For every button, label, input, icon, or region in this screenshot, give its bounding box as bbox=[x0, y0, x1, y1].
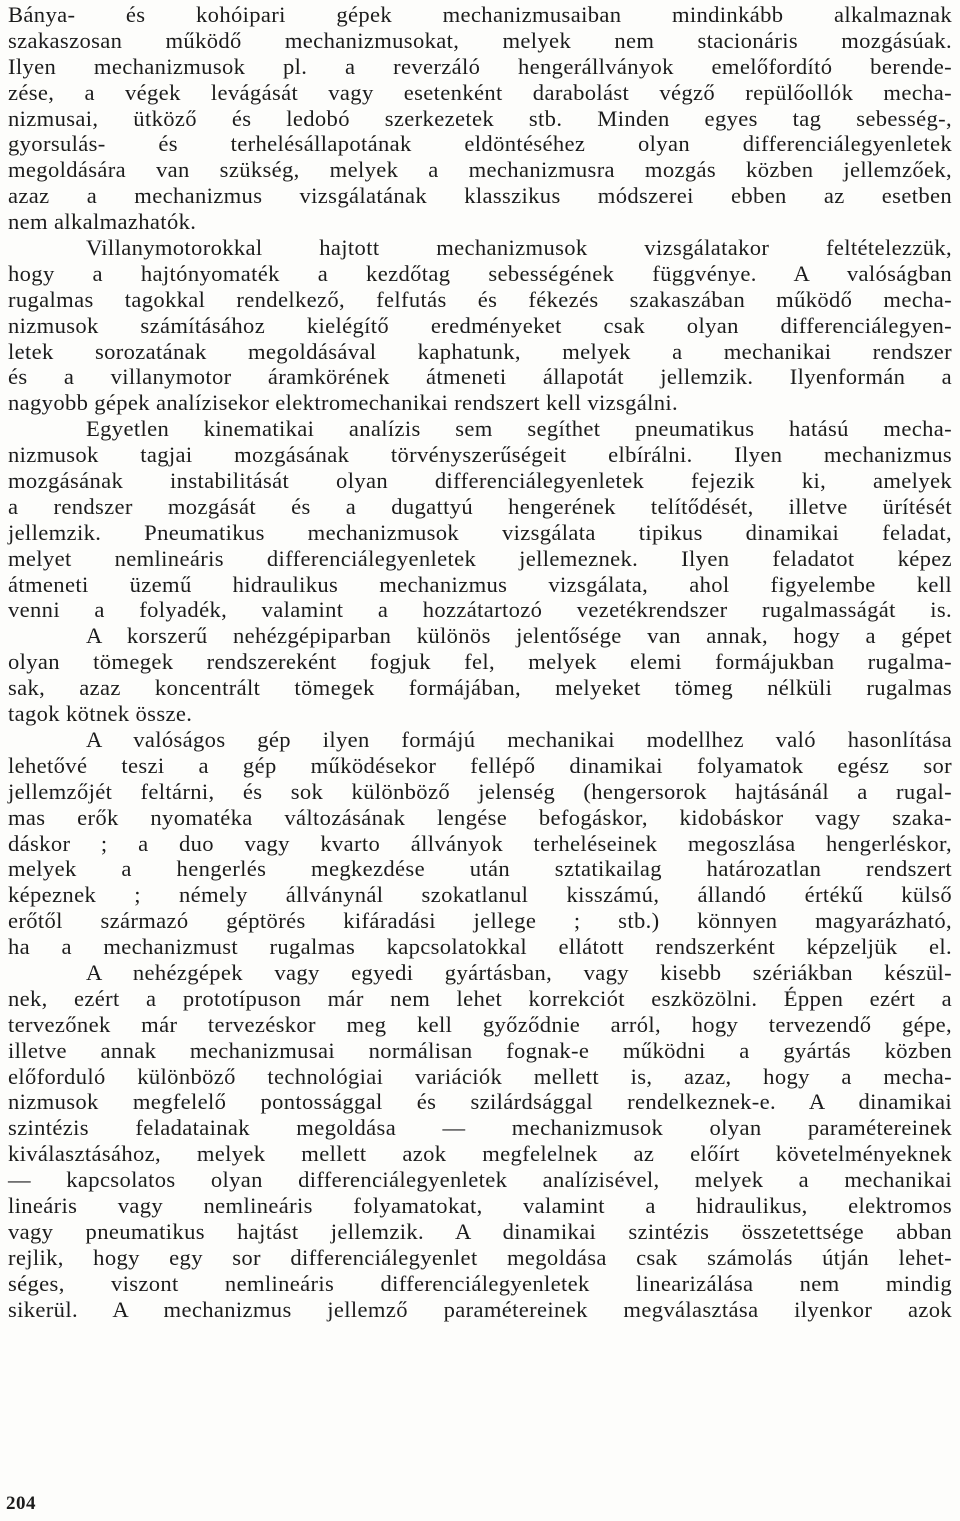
paragraph-4 bbox=[8, 623, 952, 727]
paragraph-5 bbox=[8, 727, 952, 960]
text-line: mas erők nyomatéka változásának lengése befogáskor, kidobáskor vagy szaka- bbox=[8, 804, 952, 830]
text-line: képeznek ; némely állványnál szokatlanul kisszámú, állandó értékű külső bbox=[8, 882, 952, 908]
text-line: lehetővé teszi a gép működésekor fellépő dinamikai folyamatok egész sor bbox=[8, 752, 952, 778]
text-line: séges, viszont nemlineáris differenciálegyenletek linearizálása nem mindig bbox=[8, 1270, 952, 1296]
text-line: és a villanymotor áramkörének átmeneti állapotát jellemzik. Ilyenformán a bbox=[8, 364, 952, 390]
text-line: melyek a hengerlés megkezdése után sztatikailag határozatlan rendszert bbox=[8, 856, 952, 882]
text-line: nizmusok tagjai mozgásának törvényszerűségeit elbírálni. Ilyen mechanizmus bbox=[8, 442, 952, 468]
text-line: letek sorozatának megoldásával kaphatunk, melyek a mechanikai rendszer bbox=[8, 338, 952, 364]
text-line: átmeneti üzemű hidraulikus mechanizmus vizsgálata, ahol figyelembe kell bbox=[8, 571, 952, 597]
text-line: sikerül. A mechanizmus jellemző paramétereinek megválasztása ilyenkor azok bbox=[8, 1296, 952, 1322]
text-line: nizmusai, ütköző és ledobó szerkezetek stb. Minden egyes tag sebesség-, bbox=[8, 105, 952, 131]
text-line: nizmusok megfelelő pontossággal és szilárdsággal rendelkeznek-e. A dinamikai bbox=[8, 1089, 952, 1115]
text-line: a rendszer mozgását és a dugattyú hengerének telítődését, illetve ürítését bbox=[8, 493, 952, 519]
text-line: Ilyen mechanizmusok pl. a reverzáló hengerállványok emelőfordító berende- bbox=[8, 53, 952, 79]
text-line: illetve annak mechanizmusai normálisan fognak-e működni a gyártás közben bbox=[8, 1037, 952, 1063]
text-line: nizmusok számításához kielégítő eredményeket csak olyan differenciálegyen- bbox=[8, 312, 952, 338]
text-line: venni a folyadék, valamint a hozzátartozó vezetékrendszer rugalmasságát is. bbox=[8, 597, 952, 623]
text-line: ha a mechanizmust rugalmas kapcsolatokkal ellátott rendszerként képzeljük el. bbox=[8, 934, 952, 960]
text-line: nek, ezért a prototípuson már nem lehet korrekciót eszközölni. Éppen ezért a bbox=[8, 985, 952, 1011]
text-line: hogy a hajtónyomaték a kezdőtag sebességének függvénye. A valóságban bbox=[8, 260, 952, 286]
text-line: lineáris vagy nemlineáris folyamatokat, valamint a hidraulikus, elektromos bbox=[8, 1192, 952, 1218]
paragraph-2 bbox=[8, 235, 952, 416]
text-line: Bánya- és kohóipari gépek mechanizmusaiban mindinkább alkalmaznak bbox=[8, 2, 952, 27]
text-line: szakaszosan működő mechanizmusokat, melyek nem stacionáris mozgásúak. bbox=[8, 27, 952, 53]
text-line: azaz a mechanizmus vizsgálatának klasszikus módszerei ebben az esetben bbox=[8, 183, 952, 209]
paragraph-6 bbox=[8, 960, 952, 1322]
text-line: — kapcsolatos olyan differenciálegyenletek analízisével, melyek a mechanikai bbox=[8, 1167, 952, 1193]
text-line: kiválasztásához, melyek mellett azok megfelelnek az előírt követelményeknek bbox=[8, 1141, 952, 1167]
text-line: rejlik, hogy egy sor differenciálegyenlet megoldása csak számolás útján lehet- bbox=[8, 1244, 952, 1270]
text-line: előforduló különböző technológiai variációk mellett is, azaz, hogy a mecha- bbox=[8, 1063, 952, 1089]
text-line: erőtől származó géptörés kifáradási jellege ; stb.) könnyen magyarázható, bbox=[8, 908, 952, 934]
text-line: nem alkalmazhatók. bbox=[8, 209, 197, 235]
text-line: zése, a végek levágását vagy esetenként darabolást végző repülőollók mecha- bbox=[8, 79, 952, 105]
text-line: gyorsulás- és terhelésállapotának eldöntéséhez olyan differenciálegyenletek bbox=[8, 131, 952, 157]
text-line: sak, azaz koncentrált tömegek formájában, melyeket tömeg nélküli rugalmas bbox=[8, 675, 952, 701]
text-line: rugalmas tagokkal rendelkező, felfutás és fékezés szakaszában működő mecha- bbox=[8, 286, 952, 312]
text-line: jellemzik. Pneumatikus mechanizmusok vizsgálata tipikus dinamikai feladat, bbox=[8, 519, 952, 545]
text-line: nagyobb gépek analízisekor elektromechanikai rendszert kell vizsgálni. bbox=[8, 390, 679, 416]
text-line: megoldására van szükség, melyek a mechanizmusra mozgás közben jellemzőek, bbox=[8, 157, 952, 183]
paragraph-1 bbox=[8, 2, 952, 235]
text-line: Villanymotorokkal hajtott mechanizmusok vizsgálatakor feltételezzük, bbox=[86, 235, 952, 261]
page-number: 204 bbox=[6, 1493, 36, 1514]
text-line: vagy pneumatikus hajtást jellemzik. A dinamikai szintézis összetettsége abban bbox=[8, 1218, 952, 1244]
text-line: olyan tömegek rendszereként fogjuk fel, melyek elemi formájukban rugalma- bbox=[8, 649, 952, 675]
text-line: szintézis feladatainak megoldása — mechanizmusok olyan paramétereinek bbox=[8, 1115, 952, 1141]
text-line: A valóságos gép ilyen formájú mechanikai modellhez való hasonlítása bbox=[86, 726, 952, 752]
text-line: melyet nemlineáris differenciálegyenletek jellemeznek. Ilyen feladatot képez bbox=[8, 545, 952, 571]
paragraph-3 bbox=[8, 416, 952, 623]
text-line: Egyetlen kinematikai analízis sem segíthet pneumatikus hatású mecha- bbox=[86, 416, 952, 442]
text-line: jellemzőjét feltárni, és sok különböző jelenség (hengersorok hajtásánál a rugal- bbox=[8, 778, 952, 804]
text-line: mozgásának instabilitását olyan differenciálegyenletek fejezik ki, amelyek bbox=[8, 468, 952, 494]
text-line: tervezőnek már tervezéskor meg kell győződnie arról, hogy tervezendő gépe, bbox=[8, 1011, 952, 1037]
text-line: dáskor ; a duo vagy kvarto állványok terheléseinek megoszlása hengerléskor, bbox=[8, 830, 952, 856]
text-line: tagok kötnek össze. bbox=[8, 701, 193, 727]
text-line: A nehézgépek vagy egyedi gyártásban, vagy kisebb szériákban készül- bbox=[86, 959, 952, 985]
text-line: A korszerű nehézgépiparban különös jelentősége van annak, hogy a gépet bbox=[86, 623, 952, 649]
body-text bbox=[8, 2, 952, 1322]
